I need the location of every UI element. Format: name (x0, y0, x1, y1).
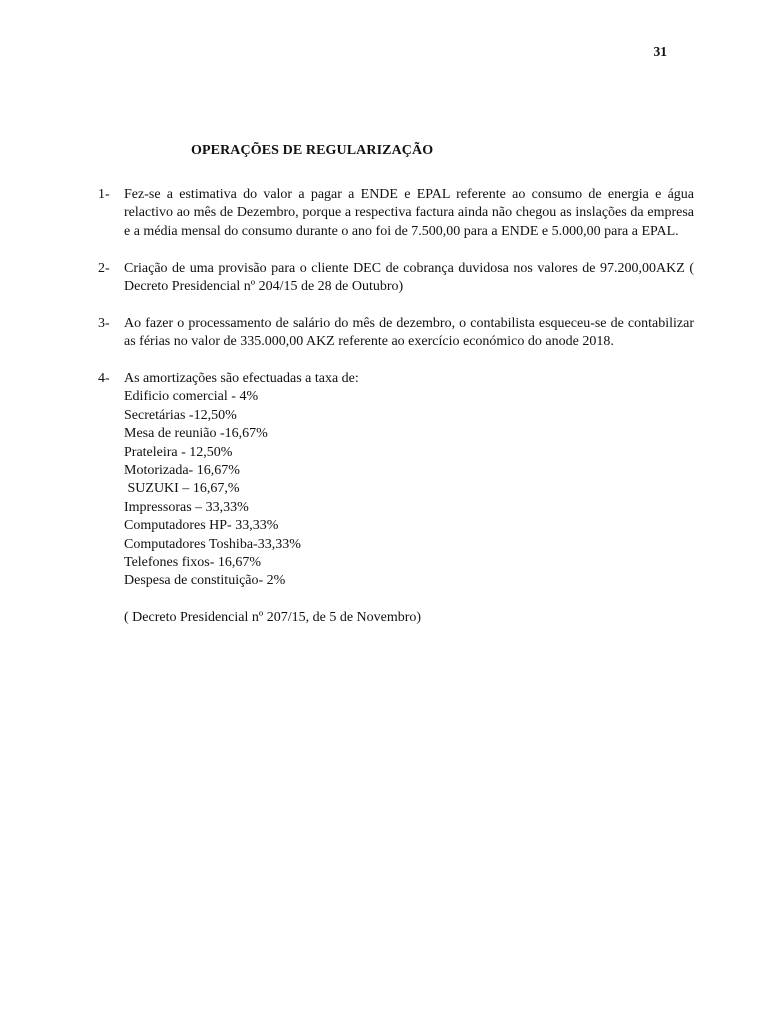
amortization-rate: Motorizada- 16,67% (124, 463, 240, 479)
amortization-rate: Telefones fixos- 16,67% (124, 555, 262, 571)
decree-reference: ( Decreto Presidencial nº 207/15, de 5 de Novembro) (124, 610, 422, 626)
list-item (98, 370, 694, 628)
amortization-rate: Secretárias -12,50% (124, 407, 237, 423)
page-title: OPERAÇÕES DE REGULARIZAÇÃO (191, 143, 434, 158)
list-item-text: Criação de uma provisão para o cliente DEC de cobrança duvidosa nos valores de 97.200,00AKZ ( Decreto Presidencial nº 204/15 de 28 de Outubro) (124, 260, 694, 295)
amortization-rate: Prateleira - 12,50% (124, 444, 233, 460)
amortization-intro: As amortizações são efectuadas a taxa de: (124, 371, 359, 387)
amortization-rate: Edificio comercial - 4% (124, 389, 259, 405)
amortization-rate: SUZUKI – 16,67,% (124, 481, 240, 497)
list-item-number: 1- (98, 187, 110, 202)
list-item (98, 315, 694, 352)
amortization-rate: Mesa de reunião -16,67% (124, 426, 268, 442)
amortization-rate: Computadores Toshiba-33,33% (124, 536, 301, 552)
list-item-number: 2- (98, 260, 110, 276)
list-item-number: 3- (98, 315, 110, 331)
list-item-text: Fez-se a estimativa do valor a pagar a ENDE e EPAL referente ao consumo de energia e água relactivo ao mês de Dezembro, porque a respectiva factura ainda não chegou as inslações da empresa e a média mensal do consumo durante o ano foi de 7.500,00 para a ENDE e 5.000,00 para a EPAL. (124, 187, 694, 239)
amortization-rate: Despesa de constituição- 2% (124, 573, 286, 589)
amortization-rate: Impressoras – 33,33% (124, 499, 249, 515)
amortization-rate: Computadores HP- 33,33% (124, 518, 279, 534)
amortization-section (124, 370, 694, 628)
amortization-rates-list (124, 388, 694, 590)
list-item-number: 4- (98, 371, 110, 387)
list-item (98, 260, 694, 297)
numbered-list (98, 186, 694, 646)
page-number: 31 (653, 44, 667, 59)
list-item-text: Ao fazer o processamento de salário do mês de dezembro, o contabilista esqueceu-se de contabilizar as férias no valor de 335.000,00 AKZ referente ao exercício económico do anode 2018. (124, 315, 694, 350)
list-item (98, 186, 694, 241)
